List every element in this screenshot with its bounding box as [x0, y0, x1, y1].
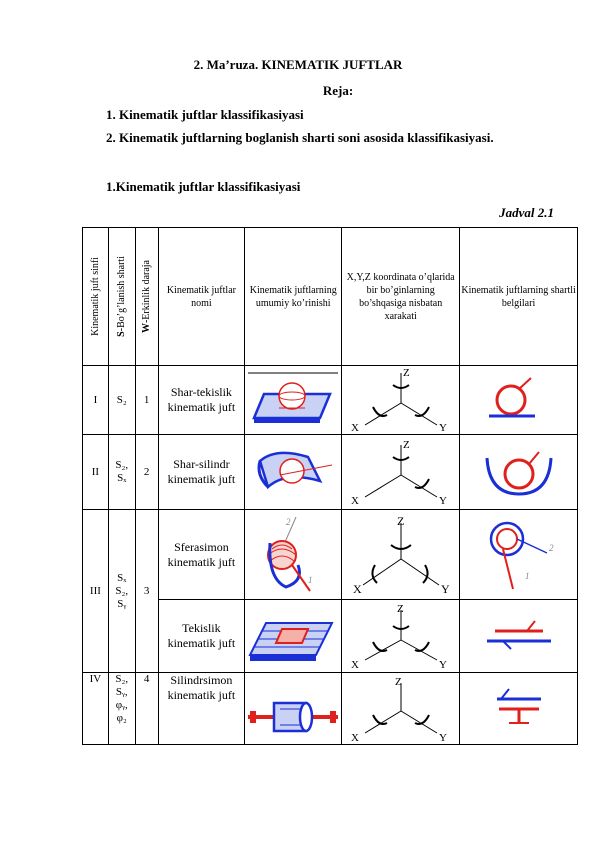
table-row	[83, 673, 578, 745]
axis-y-label: Y	[438, 422, 447, 433]
header-class: Kinematik juft sinfi	[83, 228, 109, 366]
plan-item-1: 1. Kinematik juftlar klassifikasiyasi	[106, 107, 304, 122]
row-name: Shar-silindr kinematik juft	[158, 435, 245, 510]
symbol-figure	[460, 435, 578, 510]
svg-text:Y: Y	[438, 495, 447, 507]
document-title: 2. Ma’ruza. KINEMATIK JUFTLAR	[193, 57, 403, 72]
header-motion: X,Y,Z koordinata o’qlarida bir bo’ginlarning bo’shqasiga nisbatan xarakati	[342, 228, 460, 366]
symbol-figure	[460, 600, 578, 673]
spherical-figure	[246, 513, 340, 597]
general-view-figure	[245, 600, 342, 673]
ball-cylinder-figure	[246, 441, 340, 503]
svg-text:Y: Y	[440, 581, 450, 596]
ball-plane-figure	[246, 370, 340, 430]
axis-z-label: Z	[402, 367, 410, 379]
svg-text:2: 2	[286, 516, 291, 527]
symbol-figure	[460, 673, 578, 745]
row-constraint: S₂, Sᵧ, φᵧ, φ₂	[108, 673, 135, 745]
svg-text:Z: Z	[396, 513, 405, 528]
svg-text:Z: Z	[394, 675, 402, 688]
svg-text:X: X	[350, 731, 359, 743]
axes-motion-figure	[342, 435, 460, 510]
section-title: 1.Kinematik juftlar klassifikasiyasi	[106, 179, 301, 194]
general-view-figure	[245, 673, 342, 745]
symbol-figure	[460, 366, 578, 435]
row-freedom: 2	[135, 435, 158, 510]
row-constraint: S₂, Sₓ	[108, 435, 135, 510]
axes-motion-figure	[342, 673, 460, 745]
svg-text:X: X	[352, 581, 362, 596]
header-constraint: S-Bo’g’lanish sharti	[108, 228, 135, 366]
table-row	[83, 510, 578, 600]
svg-text:1: 1	[308, 574, 313, 585]
svg-text:1: 1	[524, 570, 530, 581]
row-class: III	[83, 510, 109, 673]
cylinder-figure	[246, 679, 340, 739]
axis-x-label: X	[350, 422, 359, 433]
svg-text:Z: Z	[396, 603, 404, 615]
plane-figure	[246, 605, 340, 667]
svg-text:Y: Y	[438, 731, 447, 743]
row-name: Shar-tekislik kinematik juft	[158, 366, 245, 435]
plan-item-2: 2. Kinematik juftlarning boglanish sharti soni asosida klassifikasiyasi.	[106, 130, 494, 145]
row-constraint: S₂	[108, 366, 135, 435]
row-class: I	[83, 366, 109, 435]
axes-motion-figure	[342, 510, 460, 600]
header-freedom: W-Erkinlik daraja	[135, 228, 158, 366]
table-row	[83, 366, 578, 435]
row-constraint: Sₓ S₂, Sᵧ	[108, 510, 135, 673]
symbol-figure	[460, 510, 578, 600]
plan-heading: Reja:	[322, 83, 354, 98]
general-view-figure	[245, 510, 342, 600]
general-view-figure	[245, 435, 342, 510]
general-view-figure	[245, 366, 342, 435]
svg-text:2: 2	[548, 542, 554, 553]
header-view: Kinematik juftlarning umumiy ko’rinishi	[245, 228, 342, 366]
svg-text:X: X	[350, 659, 359, 670]
svg-text:Y: Y	[438, 659, 447, 670]
row-name: Sferasimon kinematik juft	[158, 510, 245, 600]
table-row	[83, 435, 578, 510]
row-freedom: 1	[135, 366, 158, 435]
kinematic-pairs-table	[82, 227, 578, 745]
table-caption: Jadval 2.1	[499, 205, 554, 220]
axes-motion-figure	[342, 366, 460, 435]
row-freedom: 3	[135, 510, 158, 673]
header-name: Kinematik juftlar nomi	[158, 228, 245, 366]
svg-text:Z: Z	[402, 439, 410, 451]
svg-text:X: X	[350, 495, 359, 507]
row-name: Tekislik kinematik juft	[158, 600, 245, 673]
row-freedom: 4	[135, 673, 158, 745]
table-header-row	[83, 228, 578, 366]
row-class: II	[83, 435, 109, 510]
header-symbol: Kinematik juftlarning shartli belgilari	[460, 228, 578, 366]
row-class: IV	[83, 673, 109, 745]
row-name: Silindrsimon kinematik juft	[158, 673, 245, 745]
axes-motion-figure	[342, 600, 460, 673]
